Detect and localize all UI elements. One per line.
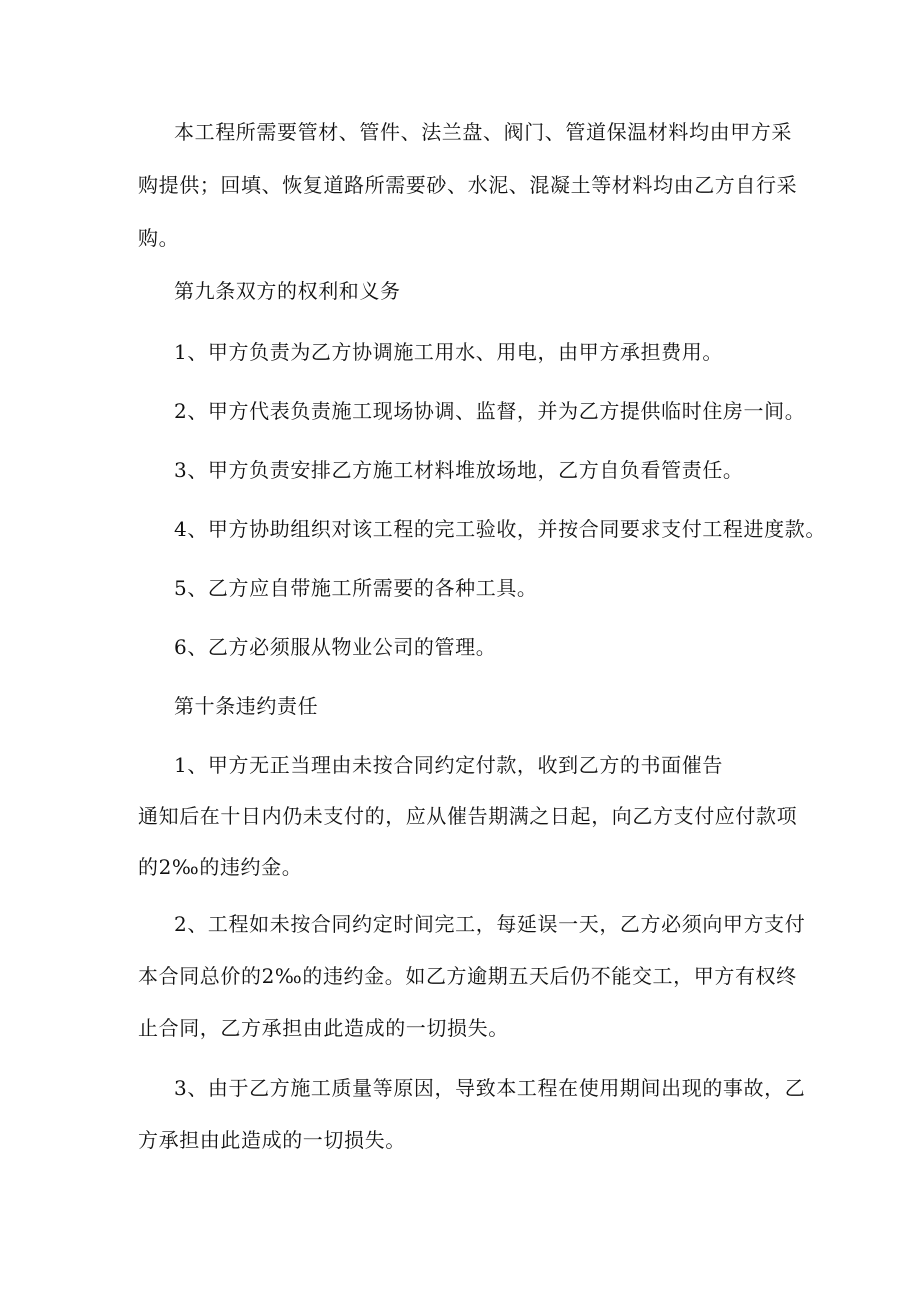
list-item: 4、甲方协助组织对该工程的完工验收，并按合同要求支付工程进度款。 [174,517,826,541]
list-item: 3、甲方负责安排乙方施工材料堆放场地，乙方自负看管责任。 [174,458,744,482]
paragraph-line: 购提供；回填、恢复道路所需要砂、水泥、混凝土等材料均由乙方自行采 [138,173,798,197]
paragraph-line: 本合同总价的2‰的违约金。如乙方逾期五天后仍不能交工，甲方有权终 [138,964,797,988]
paragraph-line: 方承担由此造成的一切损失。 [138,1128,406,1152]
list-item: 2、甲方代表负责施工现场协调、监督，并为乙方提供临时住房一间。 [174,399,806,423]
paragraph-line: 止合同，乙方承担由此造成的一切损失。 [138,1016,509,1040]
section-heading: 第十条违约责任 [174,694,319,718]
paragraph-line: 的2‰的违约金。 [138,855,303,879]
paragraph-line: 2、工程如未按合同约定时间完工，每延误一天，乙方必须向甲方支付 [174,912,806,936]
paragraph-line: 3、由于乙方施工质量等原因，导致本工程在使用期间出现的事故，乙 [174,1076,806,1100]
list-item: 5、乙方应自带施工所需要的各种工具。 [174,576,538,600]
paragraph-line: 1、甲方无正当理由未按合同约定付款，收到乙方的书面催告 [174,753,723,777]
paragraph-line: 本工程所需要管材、管件、法兰盘、阀门、管道保温材料均由甲方采 [174,120,792,144]
paragraph-line: 购。 [138,226,180,250]
list-item: 6、乙方必须服从物业公司的管理。 [174,635,497,659]
paragraph-line: 通知后在十日内仍未支付的，应从催告期满之日起，向乙方支付应付款项 [138,804,798,828]
list-item: 1、甲方负责为乙方协调施工用水、用电，由甲方承担费用。 [174,340,723,364]
section-heading: 第九条双方的权利和义务 [174,279,401,303]
